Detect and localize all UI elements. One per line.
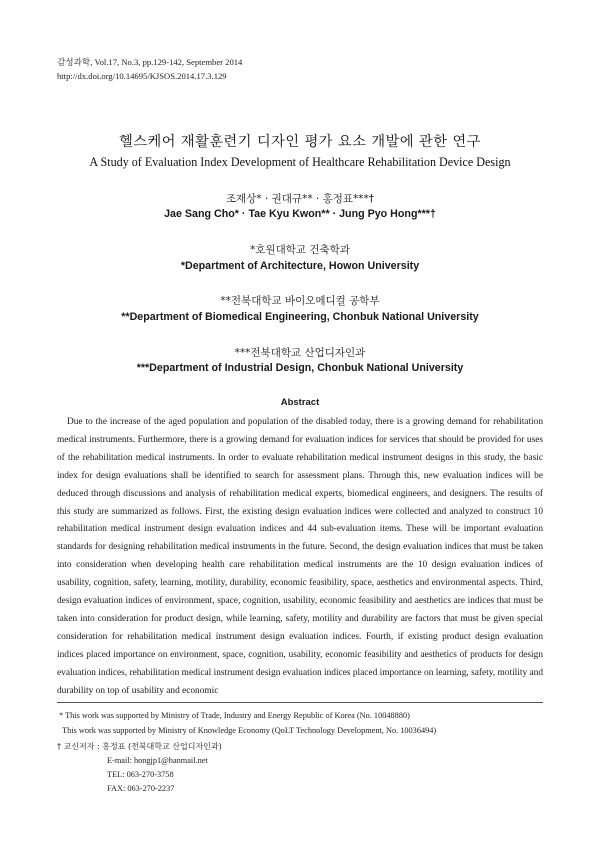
affiliation-3-korean: ***전북대학교 산업디자인과	[234, 347, 366, 359]
abstract-body: Due to the increase of the aged population and population of the disabled today, there is a growing demand for rehabilitation medical instruments. Furthermore, there is a growing demand for evaluation indices for services that should be provided for uses of the rehabilitation medical instruments. In order to evaluate rehabilitation medical instrument designs in this study, the basic index for design evaluations shall be identified to search for assessment plans. Through this, new evaluation indices will be deduced through discussions and analysis of rehabilitation medical experts, biomedical engineers, and designers. The results of this study are summarized as follows. First, the existing design evaluation indices were collected and analyzed to construct 10 rehabilitation medical instrument design evaluation indices and 44 sub-evaluation items. These will be important evaluation standards for designing rehabilitation medical instruments in the future. Second, the design evaluation indices that must be taken into consideration when developing health care rehabilitation medical instruments are the 10 design evaluation indices of usability, cognition, safety, learning, motility, durability, economic feasibility, space, aesthetics and environmental aspects. Third, design evaluation indices of environment, space, cognition, usability, economic feasibility and aesthetics are indices that must be taken into consideration for product design, while learning, safety, motility and durability are factors that must be given special consideration for rehabilitation medical instrument design evaluation indices. Fourth, if existing product design evaluation indices placed importance on environment, space, cognition, usability, economic feasibility and aesthetics of products for design evaluation indices, rehabilitation medical instrument design evaluation indices placed importance on learning, safety, motility and durability on top of usability and economic	[57, 417, 543, 696]
footnote-fax: FAX: 063-270-2237	[107, 784, 175, 793]
affiliation-1-korean: *호원대학교 건축학과	[250, 244, 350, 256]
journal-citation: 감성과학, Vol.17, No.3, pp.129-142, September 2014	[57, 57, 243, 67]
footnote-tel: TEL: 063-270-3758	[107, 770, 174, 779]
authors-english: Jae Sang Cho* · Tae Kyu Kwon** · Jung Pyo Hong***†	[164, 208, 436, 220]
affiliation-3-english: ***Department of Industrial Design, Chonbuk National University	[136, 362, 464, 374]
footnote-funding-1: * This work was supported by Ministry of Trade, Industry and Energy Republic of Korea (No. 10048880)	[59, 711, 410, 720]
title-english: A Study of Evaluation Index Development of Healthcare Rehabilitation Device Design	[89, 155, 511, 169]
footnote-email: E-mail: hongjp1@hanmail.net	[107, 756, 208, 765]
affiliation-1-english: *Department of Architecture, Howon University	[180, 260, 420, 272]
affiliation-2-english: **Department of Biomedical Engineering, Chonbuk National University	[121, 311, 479, 323]
footnote-funding-2: This work was supported by Ministry of Knowledge Economy (QoLT Technology Development, No. 10036494)	[62, 726, 437, 735]
footnote-corresponding-author: † 교신저자 : 홍정표 (전북대학교 산업디자인과)	[57, 742, 222, 751]
affiliation-2-korean: **전북대학교 바이오메디컬 공학부	[220, 295, 380, 307]
authors-korean: 조재상* · 권대규** · 홍정표***†	[225, 193, 375, 205]
footnote-divider	[57, 702, 543, 703]
doi-link[interactable]: http://dx.doi.org/10.14695/KJSOS.2014.17.3.129	[57, 71, 227, 81]
abstract-heading: Abstract	[280, 397, 320, 408]
title-korean: 헬스케어 재활훈련기 디자인 평가 요소 개발에 관한 연구	[119, 134, 481, 150]
